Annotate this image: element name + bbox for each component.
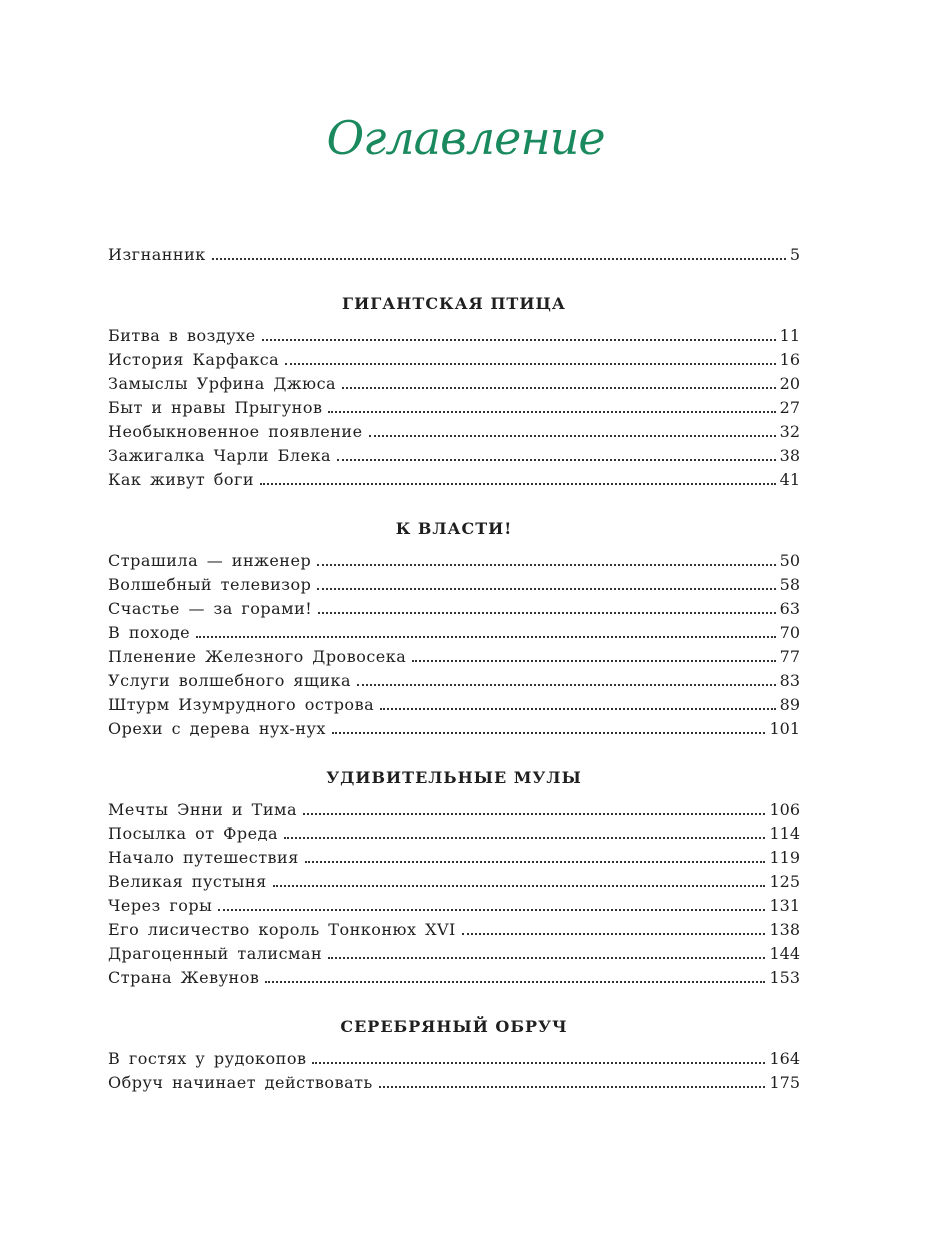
entry-page: 119 [769, 848, 800, 867]
dot-leader [285, 363, 775, 365]
entry-title: Услуги волшебного ящика [108, 671, 352, 690]
toc-entry[interactable] [108, 717, 800, 741]
dot-leader [317, 588, 775, 590]
dot-leader [328, 957, 765, 959]
dot-leader [412, 660, 775, 662]
dot-leader [337, 459, 776, 461]
entry-page: 89 [779, 695, 800, 714]
entry-page: 138 [769, 920, 800, 939]
entry-page: 164 [769, 1049, 800, 1068]
dot-leader [303, 813, 765, 815]
toc-entry[interactable] [108, 444, 800, 468]
entry-title: Зажигалка Чарли Блека [108, 446, 332, 465]
entry-title: Как живут боги [108, 470, 255, 489]
entry-title: Счастье — за горами! [108, 599, 313, 618]
entry-page: 63 [779, 599, 800, 618]
dot-leader [379, 1086, 766, 1088]
toc-entry[interactable] [108, 324, 800, 348]
entry-title: Посылка от Фреда [108, 824, 279, 843]
entry-page: 50 [779, 551, 800, 570]
entry-page: 131 [769, 896, 800, 915]
dot-leader [342, 387, 776, 389]
entry-page: 27 [779, 398, 800, 417]
entry-page: 77 [779, 647, 800, 666]
entry-page: 32 [779, 422, 800, 441]
entry-title: Мечты Энни и Тима [108, 800, 297, 819]
dot-leader [212, 258, 786, 260]
entry-page: 20 [779, 374, 800, 393]
entry-title: Великая пустыня [108, 872, 267, 891]
toc-entry[interactable] [108, 396, 800, 420]
toc-entry[interactable] [108, 693, 800, 717]
toc-entry[interactable] [108, 798, 800, 822]
dot-leader [273, 885, 766, 887]
toc-entry[interactable] [108, 621, 800, 645]
entry-page: 144 [769, 944, 800, 963]
entry-title: Пленение Железного Дровосека [108, 647, 407, 666]
dot-leader [196, 636, 776, 638]
dot-leader [318, 612, 775, 614]
entry-page: 125 [769, 872, 800, 891]
entry-title: Драгоценный талисман [108, 944, 323, 963]
toc-entry[interactable] [108, 870, 800, 894]
entry-title: Орехи с дерева нух-нух [108, 719, 326, 738]
entry-title: История Карфакса [108, 350, 280, 369]
toc-entry[interactable] [108, 846, 800, 870]
dot-leader [369, 435, 776, 437]
entry-page: 38 [779, 446, 800, 465]
entry-title: В гостях у рудокопов [108, 1049, 307, 1068]
toc-entry[interactable] [108, 822, 800, 846]
dot-leader [328, 411, 775, 413]
entry-page: 153 [769, 968, 800, 987]
toc-entry[interactable] [108, 645, 800, 669]
dot-leader [312, 1062, 765, 1064]
entry-title: Волшебный телевизор [108, 575, 312, 594]
entry-title: Страшила — инженер [108, 551, 312, 570]
dot-leader [380, 708, 776, 710]
toc-entry[interactable] [108, 894, 800, 918]
toc-entry[interactable] [108, 918, 800, 942]
dot-leader [462, 933, 766, 935]
toc-entry-intro[interactable] [108, 243, 800, 267]
entry-title: Штурм Изумрудного острова [108, 695, 375, 714]
toc-entry[interactable] [108, 372, 800, 396]
entry-title: Обруч начинает действовать [108, 1073, 373, 1092]
entry-page: 114 [769, 824, 800, 843]
entry-page: 16 [779, 350, 800, 369]
toc-entry[interactable] [108, 348, 800, 372]
entry-title: Битва в воздухе [108, 326, 256, 345]
entry-title: Начало путешествия [108, 848, 299, 867]
dot-leader [357, 684, 776, 686]
toc-entry[interactable] [108, 597, 800, 621]
section-heading: УДИВИТЕЛЬНЫЕ МУЛЫ [326, 768, 582, 787]
dot-leader [332, 732, 766, 734]
entry-title: Страна Жевунов [108, 968, 260, 987]
entry-title: Необыкновенное появление [108, 422, 363, 441]
page-title: Оглавление [326, 111, 605, 165]
section-heading: ГИГАНТСКАЯ ПТИЦА [342, 294, 566, 313]
entry-page: 83 [779, 671, 800, 690]
toc-entry[interactable] [108, 669, 800, 693]
table-of-contents [108, 243, 800, 1095]
dot-leader [317, 564, 775, 566]
toc-entry[interactable] [108, 1071, 800, 1095]
entry-title: В походе [108, 623, 191, 642]
entry-title: Замыслы Урфина Джюса [108, 374, 337, 393]
dot-leader [305, 861, 766, 863]
entry-title: Его лисичество король Тонконюх XVI [108, 920, 456, 939]
toc-entry[interactable] [108, 468, 800, 492]
toc-entry[interactable] [108, 1047, 800, 1071]
entry-page: 58 [779, 575, 800, 594]
entry-title: Быт и нравы Прыгунов [108, 398, 323, 417]
toc-entry[interactable] [108, 966, 800, 990]
dot-leader [262, 339, 776, 341]
dot-leader [218, 909, 765, 911]
toc-entry[interactable] [108, 573, 800, 597]
entry-page: 5 [789, 245, 800, 264]
section-heading: К ВЛАСТИ! [395, 519, 513, 538]
dot-leader [260, 483, 776, 485]
entry-page: 101 [769, 719, 800, 738]
toc-entry[interactable] [108, 549, 800, 573]
entry-page: 41 [779, 470, 800, 489]
toc-sections [108, 292, 800, 1095]
entry-page: 70 [779, 623, 800, 642]
entry-title: Изгнанник [108, 245, 206, 264]
entry-title: Через горы [108, 896, 213, 915]
dot-leader [284, 837, 765, 839]
section-heading: СЕРЕБРЯНЫЙ ОБРУЧ [340, 1017, 568, 1036]
entry-page: 106 [769, 800, 800, 819]
entry-page: 11 [779, 326, 800, 345]
dot-leader [265, 981, 765, 983]
entry-page: 175 [769, 1073, 800, 1092]
toc-entry[interactable] [108, 942, 800, 966]
toc-entry[interactable] [108, 420, 800, 444]
